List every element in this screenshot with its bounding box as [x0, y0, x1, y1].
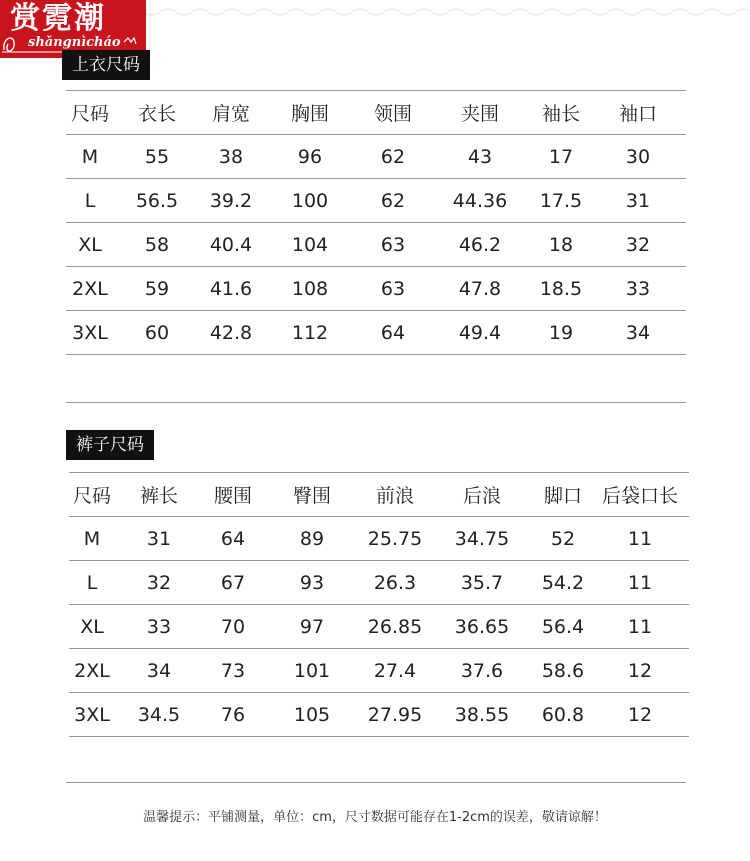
table-cell: 67 [203, 561, 263, 605]
table-cell: 100 [262, 179, 358, 223]
table-cell: 3XL [69, 693, 115, 737]
table-header-cell: 夹围 [428, 91, 532, 135]
table-header-cell: 臀围 [263, 473, 361, 517]
table-cell: 101 [263, 649, 361, 693]
table-cell: 27.4 [361, 649, 429, 693]
table-cell: 11 [591, 605, 689, 649]
table-row [66, 223, 686, 267]
table-cell: 26.3 [361, 561, 429, 605]
top-size-table [66, 90, 686, 355]
brand-name-pinyin: shǎngnìcháo [28, 35, 121, 50]
table-cell: 73 [203, 649, 263, 693]
table-cell: 43 [428, 135, 532, 179]
table-cell: 64 [358, 311, 428, 355]
table-cell: 70 [203, 605, 263, 649]
table-cell: 18 [532, 223, 590, 267]
table-header-cell: 腰围 [203, 473, 263, 517]
table-cell: 34.5 [115, 693, 203, 737]
table-cell: 30 [590, 135, 686, 179]
table-cell: 63 [358, 267, 428, 311]
table-cell: 58.6 [535, 649, 591, 693]
table-cell: L [69, 561, 115, 605]
table-cell: 96 [262, 135, 358, 179]
table-cell: 26.85 [361, 605, 429, 649]
table-header-cell: 后浪 [429, 473, 535, 517]
table-cell: 112 [262, 311, 358, 355]
table-cell: 42.8 [200, 311, 262, 355]
table-header-cell: 裤长 [115, 473, 203, 517]
table-cell: 47.8 [428, 267, 532, 311]
table-cell: 18.5 [532, 267, 590, 311]
top-size-header-row [66, 91, 686, 135]
table-cell: 37.6 [429, 649, 535, 693]
table-row [69, 517, 689, 561]
table-cell: XL [66, 223, 114, 267]
table-cell: 89 [263, 517, 361, 561]
table-header-cell: 袖长 [532, 91, 590, 135]
table-cell: M [66, 135, 114, 179]
table-cell: 54.2 [535, 561, 591, 605]
table-cell: 59 [114, 267, 200, 311]
table-cell: 76 [203, 693, 263, 737]
table-header-cell: 尺码 [66, 91, 114, 135]
table-cell: 31 [590, 179, 686, 223]
table-header-cell: 胸围 [262, 91, 358, 135]
table-cell: 38 [200, 135, 262, 179]
table-cell: 2XL [69, 649, 115, 693]
measurement-tip: 温馨提示：平铺测量，单位：cm，尺寸数据可能存在1-2cm的误差，敬请谅解！ [143, 810, 607, 825]
table-cell: 33 [115, 605, 203, 649]
table-cell: 55 [114, 135, 200, 179]
table-cell: M [69, 517, 115, 561]
table-cell: 41.6 [200, 267, 262, 311]
table-cell: 34.75 [429, 517, 535, 561]
table-cell: XL [69, 605, 115, 649]
table-cell: 12 [591, 649, 689, 693]
table-cell: 2XL [66, 267, 114, 311]
table-cell: 58 [114, 223, 200, 267]
table-cell: 97 [263, 605, 361, 649]
table-cell: 19 [532, 311, 590, 355]
table-cell: 62 [358, 179, 428, 223]
table-cell: 52 [535, 517, 591, 561]
table-cell: 44.36 [428, 179, 532, 223]
table-cell: 104 [262, 223, 358, 267]
top-size-section-title: 上衣尺码 [62, 50, 150, 80]
table-row [66, 311, 686, 355]
table-cell: 3XL [66, 311, 114, 355]
table-cell: 63 [358, 223, 428, 267]
table-cell: 35.7 [429, 561, 535, 605]
table-header-cell: 肩宽 [200, 91, 262, 135]
table-header-cell: 后袋口长 [591, 473, 689, 517]
table-cell: 36.65 [429, 605, 535, 649]
pants-size-table [69, 472, 689, 737]
table-cell: 33 [590, 267, 686, 311]
brand-name-cn: 赏霓潮 [10, 1, 106, 36]
table-cell: 46.2 [428, 223, 532, 267]
table-cell: 12 [591, 693, 689, 737]
table-cell: 62 [358, 135, 428, 179]
section-divider [66, 402, 686, 403]
table-cell: 40.4 [200, 223, 262, 267]
table-cell: 56.5 [114, 179, 200, 223]
table-header-cell: 领围 [358, 91, 428, 135]
table-cell: 93 [263, 561, 361, 605]
table-header-cell: 衣长 [114, 91, 200, 135]
pants-size-header-row [69, 473, 689, 517]
table-cell: 32 [115, 561, 203, 605]
table-cell: 27.95 [361, 693, 429, 737]
table-cell: 34 [590, 311, 686, 355]
table-cell: 31 [115, 517, 203, 561]
table-cell: 11 [591, 517, 689, 561]
table-row [69, 649, 689, 693]
table-row [69, 561, 689, 605]
table-cell: 56.4 [535, 605, 591, 649]
table-cell: 32 [590, 223, 686, 267]
section-divider [66, 782, 686, 783]
table-cell: 105 [263, 693, 361, 737]
table-row [69, 693, 689, 737]
table-header-cell: 袖口 [590, 91, 686, 135]
table-row [66, 179, 686, 223]
table-cell: 64 [203, 517, 263, 561]
table-row [66, 135, 686, 179]
table-cell: L [66, 179, 114, 223]
table-header-cell: 脚口 [535, 473, 591, 517]
table-cell: 38.55 [429, 693, 535, 737]
table-header-cell: 尺码 [69, 473, 115, 517]
table-cell: 11 [591, 561, 689, 605]
table-row [69, 605, 689, 649]
table-cell: 17 [532, 135, 590, 179]
table-cell: 108 [262, 267, 358, 311]
table-cell: 17.5 [532, 179, 590, 223]
table-row [66, 267, 686, 311]
table-cell: 60 [114, 311, 200, 355]
table-cell: 60.8 [535, 693, 591, 737]
pants-size-section-title: 裤子尺码 [66, 430, 154, 460]
table-cell: 25.75 [361, 517, 429, 561]
table-cell: 39.2 [200, 179, 262, 223]
table-cell: 34 [115, 649, 203, 693]
table-cell: 49.4 [428, 311, 532, 355]
table-header-cell: 前浪 [361, 473, 429, 517]
